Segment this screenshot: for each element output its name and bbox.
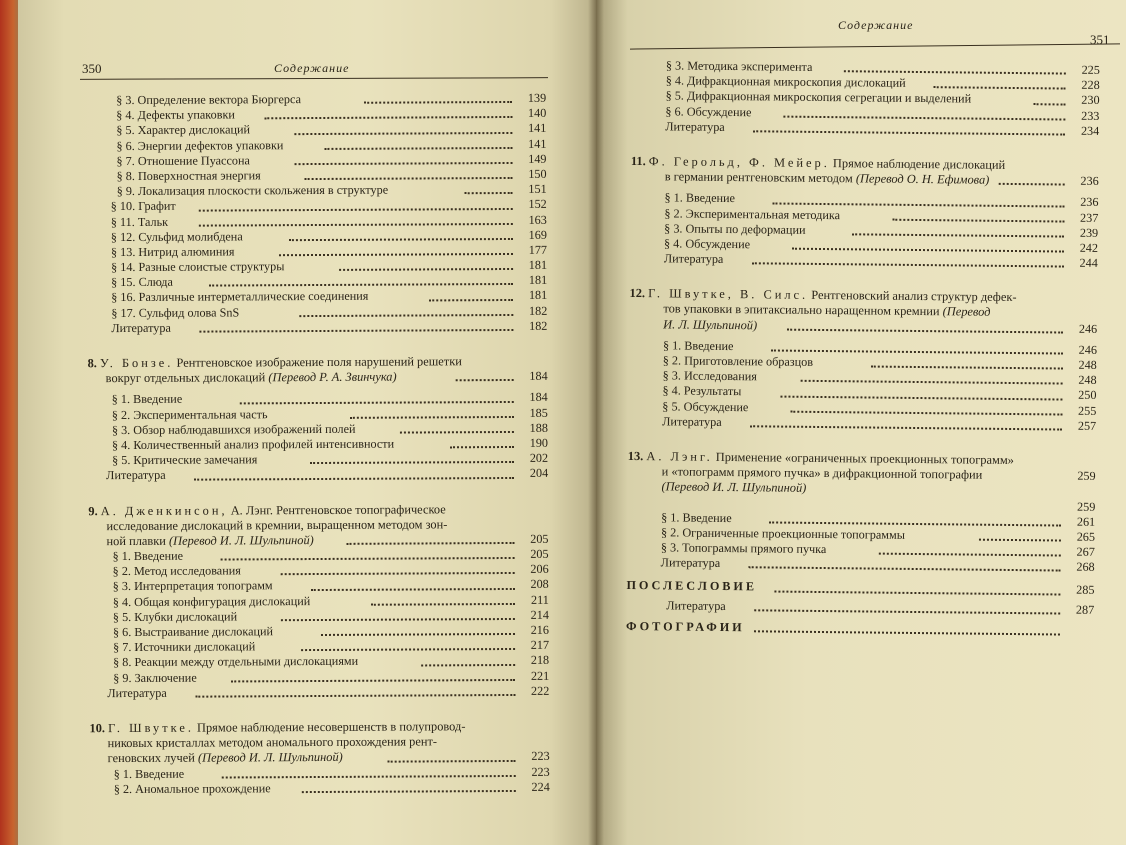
toc-entry: § 3. Обзор наблюдавшихся изображений полей 188 bbox=[88, 421, 548, 439]
toc-entry: § 2. Приготовление образцов 248 bbox=[629, 353, 1097, 373]
right-page bbox=[596, 0, 1126, 845]
toc-entry: § 2. Метод исследования 206 bbox=[89, 562, 549, 580]
spacer bbox=[87, 334, 547, 356]
toc-entry: § 12. Сульфид молибдена 169 bbox=[87, 227, 547, 245]
toc-entry: § 3. Определение вектора Бюргерса 139 bbox=[86, 91, 546, 109]
toc-entry: Литература 268 bbox=[627, 555, 1095, 575]
chapter-13-title-cont: и «топограмм прямого пучка» в дифракционной топографии 259 bbox=[661, 464, 1096, 484]
left-toc bbox=[86, 91, 550, 797]
toc-entry: § 7. Источники дислокаций 217 bbox=[89, 638, 549, 656]
chapter-13-title: 13. А. Лэнг. Применение «ограниченных проекционных топограмм» bbox=[627, 448, 1014, 467]
toc-entry: § 3. Методика эксперимента 225 bbox=[632, 58, 1100, 78]
toc-entry: § 4. Результаты 250 bbox=[628, 383, 1096, 403]
toc-entry: § 1. Введение 246 bbox=[629, 338, 1097, 358]
toc-entry: Литература 257 bbox=[628, 414, 1096, 434]
chapter-12-title-cont: тов упаковки в эпитаксиально наращенном кремнии (Перевод bbox=[663, 301, 991, 320]
right-running-header: Содержание bbox=[838, 18, 914, 32]
chapter-8-title: 8. У. Бонзе. Рентгеновское изображение поля нарушений решетки bbox=[87, 354, 462, 371]
toc-entry: § 4. Общая конфигурация дислокаций 211 bbox=[89, 592, 549, 610]
toc-entry: § 3. Топограммы прямого пучка 267 bbox=[627, 540, 1095, 560]
chapter-13-title-cont2: (Перевод И. Л. Шульпиной) bbox=[661, 479, 807, 496]
toc-entry: § 5. Дифракционная микроскопия сегрегации и выделений 230 bbox=[632, 88, 1100, 108]
toc-entry: § 17. Сульфид олова SnS 182 bbox=[87, 303, 547, 321]
spacer bbox=[88, 481, 548, 503]
left-running-header: Содержание bbox=[274, 61, 350, 75]
toc-entry: Литература 182 bbox=[87, 319, 547, 337]
toc-entry: § 4. Обсуждение 242 bbox=[630, 236, 1098, 256]
toc-entry: § 3. Исследования 248 bbox=[629, 368, 1097, 388]
toc-entry: § 5. Критические замечания 202 bbox=[88, 451, 548, 469]
afterword-entry: ПОСЛЕСЛОВИЕ 285 bbox=[626, 578, 1095, 598]
toc-entry: § 15. Слюда 181 bbox=[87, 273, 547, 291]
book-gutter bbox=[588, 0, 604, 845]
toc-entry: § 14. Разные слоистые структуры 181 bbox=[87, 258, 547, 276]
toc-entry: § 6. Выстраивание дислокаций 216 bbox=[89, 623, 549, 641]
toc-entry: § 7. Отношение Пуассона 149 bbox=[86, 152, 546, 170]
chapter-10-title-cont2: геновских лучей (Перевод И. Л. Шульпиной) 223 bbox=[90, 749, 550, 767]
left-page-number: 350 bbox=[82, 61, 102, 76]
toc-entry: § 13. Нитрид алюминия 177 bbox=[87, 243, 547, 261]
toc-entry: § 8. Поверхностная энергия 150 bbox=[87, 167, 547, 185]
toc-entry: Литература 287 bbox=[626, 598, 1094, 618]
toc-entry: § 6. Обсуждение 233 bbox=[631, 104, 1099, 124]
chapter-9-title: 9. А. Дженкинсон, А. Лэнг. Рентгеновское топографическое bbox=[88, 501, 446, 518]
toc-entry: § 11. Тальк 163 bbox=[87, 212, 547, 230]
toc-entry: § 3. Интерпретация топограмм 208 bbox=[89, 577, 549, 595]
toc-entry: § 5. Обсуждение 255 bbox=[628, 399, 1096, 419]
toc-entry: § 1. Введение 205 bbox=[89, 547, 549, 565]
spacer bbox=[89, 699, 549, 721]
toc-entry: § 9. Локализация плоскости скольжения в структуре 151 bbox=[87, 182, 547, 200]
chapter-12-title-cont2: И. Л. Шульпиной) 246 bbox=[629, 317, 1097, 337]
chapter-12-title: 12. Г. Швутке, В. Силс. Рентгеновский анализ структур дефек- bbox=[629, 286, 1017, 305]
chapter-9-title-cont: исследование дислокаций в кремнии, выращенном методом зон- bbox=[106, 517, 448, 533]
toc-entry: Литература 244 bbox=[630, 251, 1098, 271]
toc-entry: Литература 222 bbox=[89, 684, 549, 702]
toc-entry: § 16. Различные интерметаллические соединения 181 bbox=[87, 288, 547, 306]
toc-entry: § 2. Экспериментальная часть 185 bbox=[88, 405, 548, 423]
toc-entry: § 1. Введение 223 bbox=[90, 764, 550, 782]
toc-entry: Литература 204 bbox=[88, 466, 548, 484]
right-toc bbox=[626, 58, 1100, 639]
toc-entry: § 4. Дифракционная микроскопия дислокаций 228 bbox=[632, 73, 1100, 93]
toc-entry: § 2. Экспериментальная методика 237 bbox=[630, 205, 1098, 225]
toc-entry: § 10. Графит 152 bbox=[87, 197, 547, 215]
toc-entry: § 2. Ограниченные проекционные топограммы 265 bbox=[627, 525, 1095, 545]
chapter-11-title: 11. Ф. Герольд, Ф. Мейер. Прямое наблюдение дислокаций bbox=[630, 153, 1006, 172]
right-page-number: 351 bbox=[1090, 32, 1110, 47]
left-header-rule bbox=[80, 77, 548, 80]
chapter-10-title: 10. Г. Швутке. Прямое наблюдение несовершенств в полупровод- bbox=[89, 719, 466, 736]
toc-entry: § 5. Характер дислокаций 141 bbox=[86, 121, 546, 139]
toc-entry: § 2. Аномальное прохождение 224 bbox=[90, 779, 550, 797]
chapter-13-page: 259 bbox=[1076, 499, 1096, 514]
chapter-9-title-cont2: ной плавки (Перевод И. Л. Шульпиной) 205 bbox=[88, 532, 548, 550]
toc-entry: § 4. Количественный анализ профилей интенсивности 190 bbox=[88, 436, 548, 454]
toc-entry: § 3. Опыты по деформации 239 bbox=[630, 221, 1098, 241]
toc-entry: § 6. Энергии дефектов упаковки 141 bbox=[86, 136, 546, 154]
toc-entry: § 1. Введение 184 bbox=[88, 390, 548, 408]
toc-entry: § 8. Реакции между отдельными дислокациями 218 bbox=[89, 653, 549, 671]
left-page bbox=[18, 0, 596, 845]
toc-entry: Литература 234 bbox=[631, 119, 1099, 139]
toc-entry: § 9. Заключение 221 bbox=[89, 668, 549, 686]
toc-entry: § 4. Дефекты упаковки 140 bbox=[86, 106, 546, 124]
toc-entry: § 5. Клубки дислокаций 214 bbox=[89, 608, 549, 626]
toc-entry: § 1. Введение 236 bbox=[630, 190, 1098, 210]
chapter-10-title-cont: никовых кристаллах методом аномального прохождения рент- bbox=[107, 734, 438, 751]
chapter-11-title-cont: в германии рентгеновским методом (Перевод О. Н. Ефимова) 236 bbox=[631, 169, 1099, 189]
toc-entry: § 1. Введение 261 bbox=[627, 510, 1095, 530]
photos-entry: ФОТОГРАФИИ bbox=[626, 619, 1094, 639]
right-header-rule bbox=[630, 43, 1120, 49]
chapter-8-title-cont: вокруг отдельных дислокаций (Перевод Р. А. Звинчука) 184 bbox=[88, 369, 548, 387]
